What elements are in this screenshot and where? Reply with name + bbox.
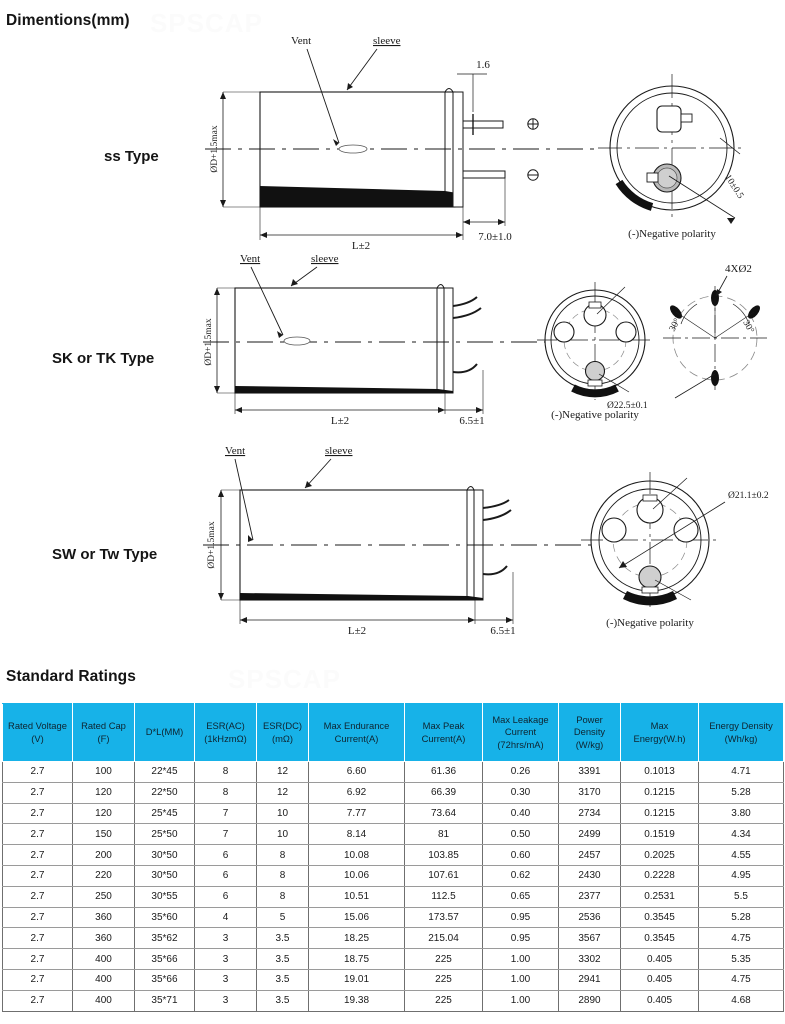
terminal-negative-ss: [463, 171, 505, 178]
cell-r8-c4: 4: [195, 907, 257, 928]
cell-r5-c10: 0.2025: [621, 845, 699, 866]
table-row: [3, 928, 784, 949]
cell-r3-c10: 0.1215: [621, 803, 699, 824]
cell-r6-c4: 6: [195, 865, 257, 886]
cell-r10-c4: 3: [195, 949, 257, 970]
cell-r4-c8: 0.50: [483, 824, 559, 845]
terminals-sk: [453, 297, 481, 372]
cell-r2-c8: 0.30: [483, 782, 559, 803]
column-header-9: Power Density (W/kg): [559, 704, 621, 762]
cell-r7-c6: 10.51: [309, 886, 405, 907]
cell-r10-c1: 2.7: [3, 949, 73, 970]
cell-r5-c8: 0.60: [483, 845, 559, 866]
cell-r1-c4: 8: [195, 762, 257, 783]
cell-r9-c5: 3.5: [257, 928, 309, 949]
column-header-3: D*L(MM): [135, 704, 195, 762]
dimensions-heading: Dimentions(mm): [6, 12, 130, 29]
cell-r7-c3: 30*55: [135, 886, 195, 907]
plus-symbol-ss: [528, 119, 538, 129]
cell-r6-c5: 8: [257, 865, 309, 886]
label-pitch-ss: 10±0.5: [722, 173, 746, 201]
cell-r3-c7: 73.64: [405, 803, 483, 824]
cell-r3-c9: 2734: [559, 803, 621, 824]
cell-r6-c2: 220: [73, 865, 135, 886]
column-header-11: Energy Density (Wh/kg): [699, 704, 784, 762]
cell-r11-c7: 225: [405, 969, 483, 990]
type-label-sw-tw: SW or Tw Type: [52, 546, 158, 563]
cell-r9-c11: 4.75: [699, 928, 784, 949]
label-bolt-circle-sk: Ø22.5±0.1: [607, 401, 648, 411]
cell-r11-c9: 2941: [559, 969, 621, 990]
cell-r7-c5: 8: [257, 886, 309, 907]
vent-mark-ss: [339, 145, 367, 153]
cell-r1-c8: 0.26: [483, 762, 559, 783]
cell-r9-c10: 0.3545: [621, 928, 699, 949]
cell-r12-c6: 19.38: [309, 990, 405, 1011]
table-row: [3, 824, 784, 845]
cell-r4-c2: 150: [73, 824, 135, 845]
label-terminal-length-ss: 7.0±1.0: [478, 231, 512, 243]
cell-r11-c1: 2.7: [3, 969, 73, 990]
label-diameter-ss: ØD+1.5max: [210, 125, 220, 173]
cell-r12-c5: 3.5: [257, 990, 309, 1011]
label-sleeve-ss: sleeve: [373, 35, 401, 47]
cell-r10-c3: 35*66: [135, 949, 195, 970]
label-vent-sw: Vent: [225, 445, 246, 457]
label-polarity-sk: (-)Negative polarity: [551, 409, 639, 421]
cell-r1-c9: 3391: [559, 762, 621, 783]
cell-r10-c6: 18.75: [309, 949, 405, 970]
end-view-ss: [598, 74, 746, 224]
table-row: [3, 949, 784, 970]
cell-r11-c4: 3: [195, 969, 257, 990]
cell-r4-c10: 0.1519: [621, 824, 699, 845]
cell-r8-c2: 360: [73, 907, 135, 928]
table-row: [3, 762, 784, 783]
cell-r12-c9: 2890: [559, 990, 621, 1011]
cell-r12-c8: 1.00: [483, 990, 559, 1011]
cell-r5-c1: 2.7: [3, 845, 73, 866]
cell-r10-c10: 0.405: [621, 949, 699, 970]
cell-r9-c3: 35*62: [135, 928, 195, 949]
table-header-row: [3, 704, 784, 762]
cell-r8-c5: 5: [257, 907, 309, 928]
cell-r7-c8: 0.65: [483, 886, 559, 907]
terminal-positive-ss: [463, 121, 503, 128]
cell-r1-c1: 2.7: [3, 762, 73, 783]
label-diameter-sk: ØD+1.5max: [204, 318, 214, 366]
cell-r6-c1: 2.7: [3, 865, 73, 886]
label-vent-sk: Vent: [240, 253, 261, 265]
drawing-sw-tw-type: [195, 440, 785, 645]
cell-r5-c2: 200: [73, 845, 135, 866]
label-angle-left-sk: 30°: [667, 316, 683, 334]
cell-r10-c9: 3302: [559, 949, 621, 970]
label-sleeve-sw: sleeve: [325, 445, 353, 457]
cell-r3-c1: 2.7: [3, 803, 73, 824]
cell-r3-c4: 7: [195, 803, 257, 824]
watermark-bottom: SPSCAP: [228, 664, 341, 694]
capacitor-body-sk: [235, 288, 445, 393]
minus-symbol-ss: [528, 170, 538, 180]
column-header-5: ESR(DC) (mΩ): [257, 704, 309, 762]
cell-r3-c3: 25*45: [135, 803, 195, 824]
drawing-sk-tk-type: [195, 250, 785, 430]
cell-r8-c10: 0.3545: [621, 907, 699, 928]
label-diameter-sw: ØD+1.5max: [207, 521, 217, 569]
label-bolt-circle-sw: Ø21.1±0.2: [728, 491, 769, 501]
standard-ratings-heading: Standard Ratings: [6, 668, 136, 685]
cell-r7-c4: 6: [195, 886, 257, 907]
cell-r4-c9: 2499: [559, 824, 621, 845]
cell-r2-c4: 8: [195, 782, 257, 803]
cell-r9-c2: 360: [73, 928, 135, 949]
table-row: [3, 845, 784, 866]
cell-r12-c3: 35*71: [135, 990, 195, 1011]
cell-r8-c9: 2536: [559, 907, 621, 928]
cell-r2-c5: 12: [257, 782, 309, 803]
cell-r1-c5: 12: [257, 762, 309, 783]
label-angle-right-sk: 30°: [740, 318, 756, 336]
label-terminal-gap-ss: 1.6: [476, 59, 490, 71]
table-row: [3, 782, 784, 803]
cell-r2-c10: 0.1215: [621, 782, 699, 803]
label-sleeve-sk: sleeve: [311, 253, 339, 265]
label-terminal-length-sk: 6.5±1: [459, 415, 485, 427]
cell-r7-c7: 112.5: [405, 886, 483, 907]
drawing-ss-type: [195, 30, 785, 255]
cell-r4-c6: 8.14: [309, 824, 405, 845]
table-row: [3, 969, 784, 990]
cell-r11-c8: 1.00: [483, 969, 559, 990]
cell-r1-c6: 6.60: [309, 762, 405, 783]
cell-r5-c3: 30*50: [135, 845, 195, 866]
cell-r12-c10: 0.405: [621, 990, 699, 1011]
cell-r6-c7: 107.61: [405, 865, 483, 886]
cell-r11-c2: 400: [73, 969, 135, 990]
table-row: [3, 990, 784, 1011]
table-row: [3, 803, 784, 824]
cell-r5-c9: 2457: [559, 845, 621, 866]
cell-r10-c11: 5.35: [699, 949, 784, 970]
table-row: [3, 865, 784, 886]
cell-r2-c3: 22*50: [135, 782, 195, 803]
label-terminal-length-sw: 6.5±1: [490, 625, 516, 637]
cell-r3-c2: 120: [73, 803, 135, 824]
cell-r9-c6: 18.25: [309, 928, 405, 949]
label-length-ss: L±2: [351, 240, 371, 252]
cell-r4-c4: 7: [195, 824, 257, 845]
label-length-sk: L±2: [330, 415, 350, 427]
cell-r4-c1: 2.7: [3, 824, 73, 845]
cell-r3-c11: 3.80: [699, 803, 784, 824]
cell-r6-c3: 30*50: [135, 865, 195, 886]
cell-r9-c4: 3: [195, 928, 257, 949]
cell-r1-c2: 100: [73, 762, 135, 783]
cell-r8-c11: 5.28: [699, 907, 784, 928]
cell-r8-c7: 173.57: [405, 907, 483, 928]
cell-r11-c6: 19.01: [309, 969, 405, 990]
cell-r4-c7: 81: [405, 824, 483, 845]
cell-r7-c1: 2.7: [3, 886, 73, 907]
cell-r7-c9: 2377: [559, 886, 621, 907]
label-hole-spec-sk: 4XØ2: [725, 263, 752, 275]
table-row: [3, 886, 784, 907]
cell-r5-c6: 10.08: [309, 845, 405, 866]
label-polarity-ss: (-)Negative polarity: [628, 228, 716, 240]
end-view-sw: [581, 472, 769, 612]
cell-r11-c10: 0.405: [621, 969, 699, 990]
cell-r7-c10: 0.2531: [621, 886, 699, 907]
cell-r7-c11: 5.5: [699, 886, 784, 907]
cell-r1-c11: 4.71: [699, 762, 784, 783]
cell-r4-c3: 25*50: [135, 824, 195, 845]
cell-r9-c8: 0.95: [483, 928, 559, 949]
cell-r12-c2: 400: [73, 990, 135, 1011]
cell-r5-c4: 6: [195, 845, 257, 866]
cell-r2-c2: 120: [73, 782, 135, 803]
cell-r10-c7: 225: [405, 949, 483, 970]
type-label-ss: ss Type: [104, 148, 159, 165]
type-label-sk-tk: SK or TK Type: [52, 350, 155, 367]
cell-r12-c4: 3: [195, 990, 257, 1011]
cell-r11-c3: 35*66: [135, 969, 195, 990]
vent-mark-sk: [284, 337, 310, 345]
cell-r2-c11: 5.28: [699, 782, 784, 803]
cell-r10-c8: 1.00: [483, 949, 559, 970]
terminals-sw: [483, 500, 511, 574]
cell-r9-c9: 3567: [559, 928, 621, 949]
cell-r2-c6: 6.92: [309, 782, 405, 803]
column-header-8: Max Leakage Current (72hrs/mA): [483, 704, 559, 762]
cell-r4-c5: 10: [257, 824, 309, 845]
cell-r5-c7: 103.85: [405, 845, 483, 866]
cell-r12-c7: 225: [405, 990, 483, 1011]
cell-r12-c1: 2.7: [3, 990, 73, 1011]
cell-r1-c10: 0.1013: [621, 762, 699, 783]
cell-r8-c6: 15.06: [309, 907, 405, 928]
cell-r1-c7: 61.36: [405, 762, 483, 783]
end-view-sk: [537, 282, 653, 400]
cell-r9-c7: 215.04: [405, 928, 483, 949]
watermark-top: SPSCAP: [150, 8, 263, 38]
cell-r6-c8: 0.62: [483, 865, 559, 886]
cell-r5-c5: 8: [257, 845, 309, 866]
table-body: [3, 762, 784, 1012]
cell-r5-c11: 4.55: [699, 845, 784, 866]
cell-r4-c11: 4.34: [699, 824, 784, 845]
cell-r2-c7: 66.39: [405, 782, 483, 803]
cell-r11-c5: 3.5: [257, 969, 309, 990]
cell-r6-c9: 2430: [559, 865, 621, 886]
column-header-2: Rated Cap (F): [73, 704, 135, 762]
cell-r1-c3: 22*45: [135, 762, 195, 783]
cell-r2-c9: 3170: [559, 782, 621, 803]
column-header-10: Max Energy(W.h): [621, 704, 699, 762]
column-header-7: Max Peak Current(A): [405, 704, 483, 762]
cell-r3-c5: 10: [257, 803, 309, 824]
cell-r6-c6: 10.06: [309, 865, 405, 886]
label-polarity-sw: (-)Negative polarity: [606, 617, 694, 629]
cell-r10-c2: 400: [73, 949, 135, 970]
cell-r3-c8: 0.40: [483, 803, 559, 824]
cell-r8-c1: 2.7: [3, 907, 73, 928]
cell-r6-c11: 4.95: [699, 865, 784, 886]
column-header-1: Rated Voltage (V): [3, 704, 73, 762]
cell-r3-c6: 7.77: [309, 803, 405, 824]
column-header-6: Max Endurance Current(A): [309, 704, 405, 762]
cell-r6-c10: 0.2228: [621, 865, 699, 886]
label-vent-ss: Vent: [291, 35, 312, 47]
label-length-sw: L±2: [347, 625, 367, 637]
table-row: [3, 907, 784, 928]
cell-r2-c1: 2.7: [3, 782, 73, 803]
cell-r11-c11: 4.75: [699, 969, 784, 990]
standard-ratings-table: [2, 703, 784, 1012]
cell-r9-c1: 2.7: [3, 928, 73, 949]
cell-r10-c5: 3.5: [257, 949, 309, 970]
cell-r8-c8: 0.95: [483, 907, 559, 928]
column-header-4: ESR(AC) (1kHzmΩ): [195, 704, 257, 762]
cell-r7-c2: 250: [73, 886, 135, 907]
cell-r12-c11: 4.68: [699, 990, 784, 1011]
cell-r8-c3: 35*60: [135, 907, 195, 928]
